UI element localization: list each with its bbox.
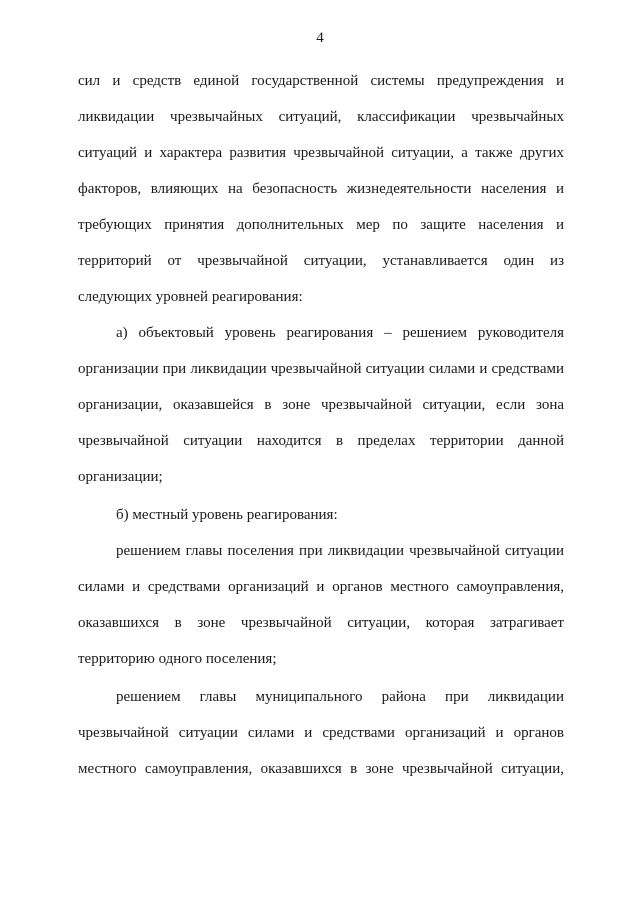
paragraph-1-line-7: следующих уровней реагирования: bbox=[78, 289, 303, 305]
paragraph-5-line-3: местного самоуправления, оказавшихся в зоне чрезвычайной ситуации, bbox=[78, 761, 564, 777]
paragraph-1-line-3: ситуаций и характера развития чрезвычайной ситуации, а также других bbox=[78, 145, 564, 161]
paragraph-1-line-1: сил и средств единой государственной системы предупреждения и bbox=[78, 73, 564, 89]
paragraph-5-line-2: чрезвычайной ситуации силами и средствами организаций и органов bbox=[78, 725, 564, 741]
paragraph-1-line-4: факторов, влияющих на безопасность жизнедеятельности населения и bbox=[78, 181, 564, 197]
paragraph-2-line-4: чрезвычайной ситуации находится в пределах территории данной bbox=[78, 433, 564, 449]
paragraph-2-line-5: организации; bbox=[78, 469, 163, 485]
paragraph-4-line-1: решением главы поселения при ликвидации чрезвычайной ситуации bbox=[116, 543, 564, 559]
paragraph-1-line-5: требующих принятия дополнительных мер по защите населения и bbox=[78, 217, 564, 233]
paragraph-2-line-1: а) объектовый уровень реагирования – решением руководителя bbox=[116, 325, 564, 341]
paragraph-5-line-1: решением главы муниципального района при ликвидации bbox=[116, 689, 564, 705]
paragraph-3-line-1: б) местный уровень реагирования: bbox=[116, 507, 338, 523]
paragraph-4-line-3: оказавшихся в зоне чрезвычайной ситуации, которая затрагивает bbox=[78, 615, 564, 631]
paragraph-1-line-2: ликвидации чрезвычайных ситуаций, классификации чрезвычайных bbox=[78, 109, 564, 125]
paragraph-1-line-6: территорий от чрезвычайной ситуации, устанавливается один из bbox=[78, 253, 564, 269]
paragraph-2-line-2: организации при ликвидации чрезвычайной ситуации силами и средствами bbox=[78, 361, 564, 377]
page-number: 4 bbox=[316, 30, 324, 46]
paragraph-4-line-4: территорию одного поселения; bbox=[78, 651, 277, 667]
paragraph-4-line-2: силами и средствами организаций и органов местного самоуправления, bbox=[78, 579, 564, 595]
paragraph-2-line-3: организации, оказавшейся в зоне чрезвычайной ситуации, если зона bbox=[78, 397, 564, 413]
